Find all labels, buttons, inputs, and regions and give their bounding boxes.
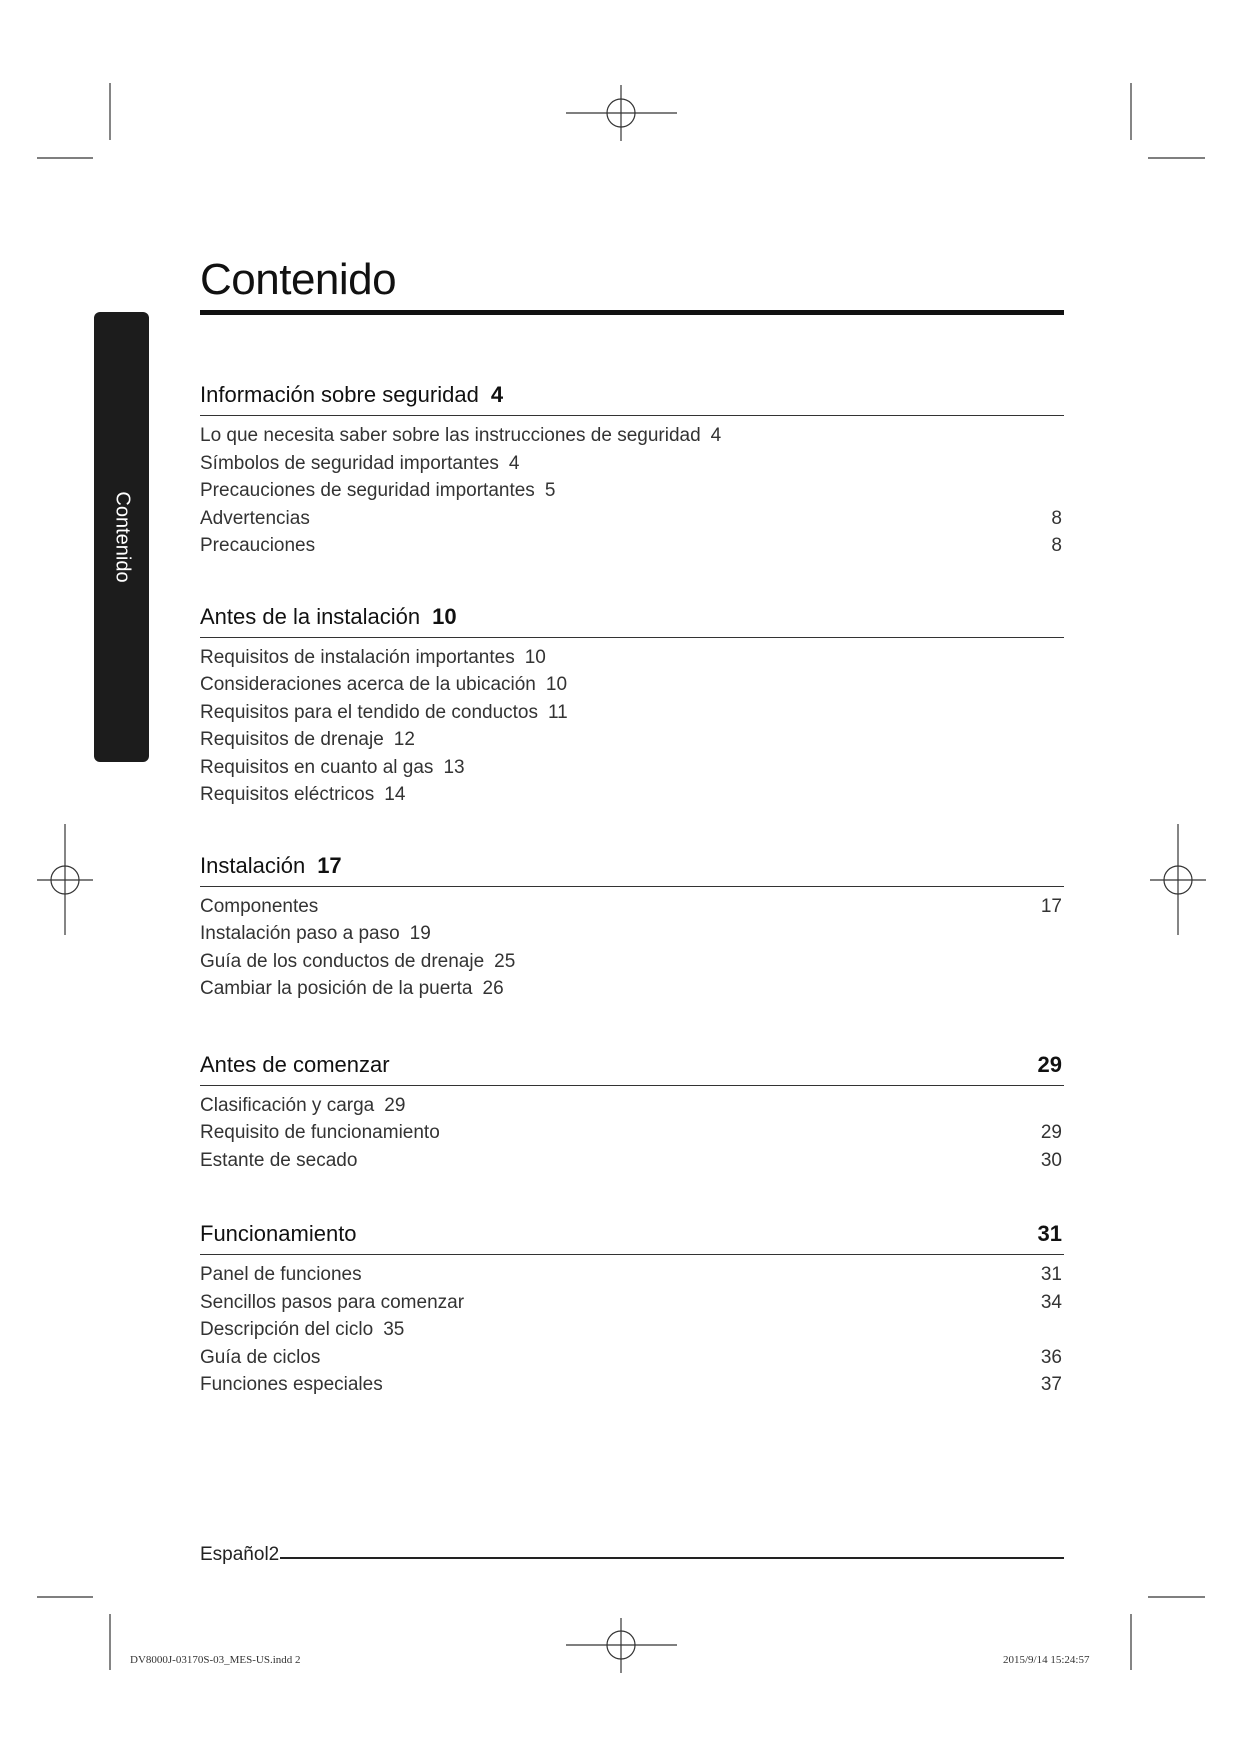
toc-entry-title: Guía de ciclos [200,1346,321,1368]
toc-entry[interactable] [200,1147,1064,1175]
toc-section-page: 4 [490,382,504,407]
toc-entry[interactable] [200,975,1064,1003]
toc-entry-title: Descripción del ciclo [200,1319,374,1340]
toc-entry-page: 13 [443,756,465,778]
page-title: Contenido [200,255,397,304]
toc-section [200,1050,1064,1175]
toc-entry-title: Requisito de funcionamiento [200,1122,440,1143]
toc-entry-title: Requisitos de instalación importantes [200,646,515,668]
toc-section-page: 31 [1037,1221,1062,1246]
toc-section [200,1219,1064,1399]
toc-entry-title: Advertencias [200,507,310,529]
toc-entry-title: Componentes [200,895,319,917]
toc-entry-page: 36 [1040,1346,1062,1368]
toc-entry-page: 35 [383,1319,405,1340]
toc-entry-title: Estante de secado [200,1149,358,1171]
toc-entry[interactable] [200,644,1064,672]
toc-entry-page: 4 [508,452,520,474]
toc-section-title: Información sobre seguridad [200,382,479,407]
toc-entry-page: 17 [1040,895,1062,917]
toc-entry-page: 31 [1040,1264,1062,1285]
toc-entry-page: 34 [1040,1291,1062,1313]
toc-entry[interactable] [200,699,1064,727]
toc-entry-title: Precauciones [200,535,316,556]
toc-entry[interactable] [200,1316,1064,1344]
toc-entry[interactable] [200,1119,1064,1147]
toc-entry-title: Requisitos eléctricos [200,784,375,805]
toc-section [200,602,1064,809]
toc-entry[interactable] [200,422,1064,450]
toc-entry-title: Panel de funciones [200,1264,362,1285]
toc-entry[interactable] [200,781,1064,809]
print-slug-file: DV8000J-03170S-03_MES-US.indd 2 [130,1654,301,1666]
toc-section-title: Funcionamiento [200,1221,357,1246]
toc-entry-page: 12 [393,729,415,750]
toc-section-title: Antes de la instalación [200,603,421,629]
toc-entry-page: 19 [409,923,431,944]
toc-entry[interactable] [200,671,1064,699]
toc-entry[interactable] [200,450,1064,478]
toc-section [200,851,1064,1003]
toc-entry[interactable] [200,1261,1064,1289]
footer-rule [280,1557,1064,1559]
toc-entry-title: Requisitos de drenaje [200,729,384,750]
toc-entry-title: Guía de los conductos de drenaje [200,950,485,972]
toc-entry-page: 4 [710,425,722,446]
toc-section-header[interactable] [200,380,1064,416]
toc-entry-page: 37 [1040,1374,1062,1395]
toc-entry-title: Símbolos de seguridad importantes [200,452,499,474]
toc-entry-page: 10 [545,674,568,695]
toc-entry[interactable] [200,1371,1064,1399]
toc-entry[interactable] [200,505,1064,533]
toc-entry-page: 10 [524,646,546,668]
toc-entry[interactable] [200,893,1064,921]
toc-entry-page: 11 [548,701,568,723]
toc-entry-title: Clasificación y carga [200,1094,375,1116]
toc-section-header[interactable] [200,1050,1064,1086]
title-rule [200,310,1064,315]
toc-entry-page: 14 [384,784,406,805]
toc-entry-list [200,638,1064,809]
toc-entry-list [200,416,1064,560]
toc-entry-page: 8 [1051,507,1062,529]
toc-entry-page: 29 [1040,1122,1062,1143]
toc-section-header[interactable] [200,1219,1064,1255]
toc-entry-page: 25 [494,950,516,972]
toc-entry[interactable] [200,754,1064,782]
toc-entry[interactable] [200,1289,1064,1317]
toc-entry-page: 29 [384,1094,406,1116]
footer-page-label [200,1542,279,1568]
side-tab-label: Contenido [111,491,134,583]
toc-section-title: Antes de comenzar [200,1051,390,1077]
toc-section-page: 29 [1037,1051,1062,1077]
footer-language: Español [200,1544,269,1565]
toc-entry[interactable] [200,920,1064,948]
toc-section-page: 10 [432,603,457,629]
toc-entry-title: Requisitos para el tendido de conductos [200,701,539,723]
toc-entry-list [200,887,1064,1003]
toc-entry-page: 26 [482,978,504,999]
toc-entry-title: Requisitos en cuanto al gas [200,756,434,778]
toc-entry-title: Consideraciones acerca de la ubicación [200,674,536,695]
toc-entry-title: Lo que necesita saber sobre las instrucciones de seguridad [200,425,701,446]
print-slug-timestamp: 2015/9/14 15:24:57 [1003,1654,1090,1666]
toc-entry-page: 5 [544,480,556,501]
toc-entry[interactable] [200,532,1064,560]
toc-entry-title: Cambiar la posición de la puerta [200,978,473,999]
toc-section [200,380,1064,560]
toc-entry-title: Precauciones de seguridad importantes [200,480,535,501]
toc-entry-title: Instalación paso a paso [200,923,400,944]
toc-entry[interactable] [200,948,1064,976]
table-of-contents [200,380,1064,1399]
toc-section-page: 17 [317,852,342,878]
toc-entry-title: Sencillos pasos para comenzar [200,1291,465,1313]
toc-section-header[interactable] [200,602,1064,638]
toc-entry[interactable] [200,1344,1064,1372]
toc-entry[interactable] [200,1092,1064,1120]
toc-entry-list [200,1255,1064,1399]
toc-section-header[interactable] [200,851,1064,887]
toc-entry-page: 30 [1040,1149,1062,1171]
toc-entry[interactable] [200,477,1064,505]
toc-entry-page: 8 [1051,535,1062,556]
toc-section-title: Instalación [200,852,306,878]
toc-entry-list [200,1086,1064,1175]
footer-page-number: 2 [268,1544,280,1565]
toc-entry-title: Funciones especiales [200,1374,383,1395]
toc-entry[interactable] [200,726,1064,754]
